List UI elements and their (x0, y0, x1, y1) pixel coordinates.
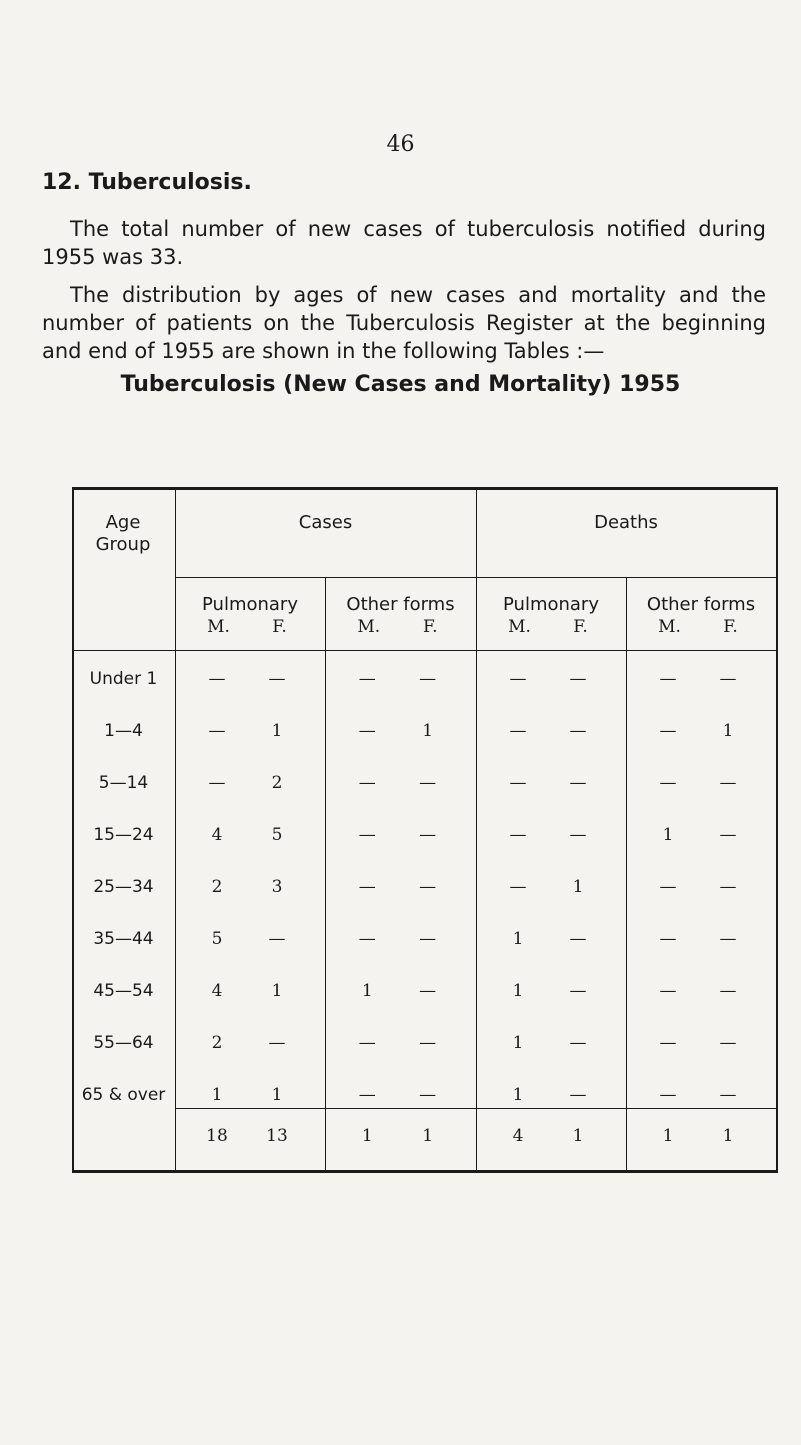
total-cell: 1 (361, 1126, 373, 1146)
table-top-border (72, 487, 776, 490)
table-cell: — (509, 721, 527, 741)
table-right-border (776, 487, 778, 1173)
total-cell: 1 (722, 1126, 734, 1146)
table-cell: 2 (211, 877, 223, 897)
row-label-age: 35—44 (93, 929, 154, 949)
sex-header-m-2: M. (508, 617, 531, 637)
table-cell: 1 (722, 721, 734, 741)
table-cell: — (509, 773, 527, 793)
table-cell: — (208, 669, 226, 689)
subgroup-header-2: Pulmonary (503, 594, 599, 615)
col-divider-middle (476, 487, 477, 1170)
table-cell: — (719, 825, 737, 845)
table-cell: 1 (211, 1085, 223, 1105)
table-cell: 5 (271, 825, 283, 845)
total-cell: 13 (266, 1126, 288, 1146)
table-cell: — (569, 929, 587, 949)
paragraph-new-cases: The total number of new cases of tuberculosis notified during 1955 was 33. (42, 217, 766, 269)
totals-divider (175, 1108, 776, 1109)
table-cell: 4 (211, 825, 223, 845)
section-heading: 12. Tuberculosis. (42, 170, 252, 195)
table-cell: 1 (422, 721, 434, 741)
total-cell: 4 (512, 1126, 524, 1146)
table-cell: 1 (271, 981, 283, 1001)
table-cell: — (358, 877, 376, 897)
table-cell: — (268, 669, 286, 689)
table-cell: — (419, 773, 437, 793)
sex-header-m-3: M. (658, 617, 681, 637)
table-cell: — (719, 877, 737, 897)
table-cell: — (208, 721, 226, 741)
table-cell: — (659, 669, 677, 689)
table-cell: 1 (512, 981, 524, 1001)
table-cell: 5 (211, 929, 223, 949)
row-label-age: 5—14 (98, 773, 149, 793)
table-cell: — (268, 929, 286, 949)
deaths-header: Deaths (594, 512, 658, 533)
col-divider-age (175, 487, 176, 1170)
table-cell: 1 (572, 877, 584, 897)
table-cell: — (659, 1085, 677, 1105)
sex-header-f-0: F. (272, 617, 287, 637)
sex-header-f-2: F. (573, 617, 588, 637)
table-cell: — (419, 929, 437, 949)
table-cell: — (569, 1085, 587, 1105)
table-cell: 1 (271, 721, 283, 741)
table-cell: — (569, 1033, 587, 1053)
table-cell: — (509, 825, 527, 845)
table-cell: — (358, 1033, 376, 1053)
table-cell: — (509, 669, 527, 689)
table-cell: — (659, 877, 677, 897)
page-number: 46 (386, 132, 415, 157)
table-cell: — (569, 721, 587, 741)
row-label-age: 25—34 (93, 877, 154, 897)
table-cell: 1 (361, 981, 373, 1001)
table-cell: — (358, 825, 376, 845)
table-cell: — (419, 877, 437, 897)
total-cell: 1 (422, 1126, 434, 1146)
header-divider-bottom (72, 650, 776, 651)
table-cell: 1 (271, 1085, 283, 1105)
subgroup-header-3: Other forms (646, 594, 756, 615)
table-cell: 2 (211, 1033, 223, 1053)
table-cell: — (659, 929, 677, 949)
cases-header: Cases (298, 512, 353, 533)
table-cell: 2 (271, 773, 283, 793)
table-cell: — (358, 929, 376, 949)
table-cell: 4 (211, 981, 223, 1001)
subgroup-header-0: Pulmonary (202, 594, 298, 615)
table-bottom-border (72, 1170, 776, 1173)
row-label-age: 1—4 (104, 721, 143, 741)
table-cell: — (659, 1033, 677, 1053)
col-divider-deaths (626, 577, 627, 1170)
table-cell: — (719, 929, 737, 949)
sex-header-f-1: F. (422, 617, 438, 637)
row-label-age: 15—24 (93, 825, 154, 845)
table-cell: — (569, 773, 587, 793)
row-label-age: 45—54 (93, 981, 154, 1001)
age-group-header: Age Group (95, 512, 151, 555)
header-divider-sub (175, 577, 776, 578)
col-divider-cases (325, 577, 326, 1170)
table-cell: — (569, 669, 587, 689)
paragraph-distribution: The distribution by ages of new cases and mortality and the number of patients on the Tuberculosis Register at the beginning and end of 1955 are shown in the following Tables :— (42, 283, 766, 363)
table-cell: — (358, 721, 376, 741)
subgroup-header-1: Other forms (346, 594, 455, 615)
table-cell: — (358, 669, 376, 689)
table-cell: — (419, 1033, 437, 1053)
table-cell: — (268, 1033, 286, 1053)
table-cell: 1 (512, 1085, 524, 1105)
row-label-age: 65 & over (81, 1085, 166, 1105)
table-cell: — (659, 981, 677, 1001)
table-cell: — (569, 825, 587, 845)
sex-header-f-3: F. (723, 617, 738, 637)
table-cell: — (419, 1085, 437, 1105)
table-cell: — (719, 1085, 737, 1105)
table-cell: — (358, 1085, 376, 1105)
table-cell: — (419, 669, 437, 689)
total-cell: 1 (572, 1126, 584, 1146)
table-cell: — (569, 981, 587, 1001)
table-cell: 3 (271, 877, 283, 897)
table-cell: — (719, 981, 737, 1001)
table-cell: — (719, 1033, 737, 1053)
table-cell: — (419, 825, 437, 845)
table-cell: — (719, 669, 737, 689)
table-cell: — (509, 877, 527, 897)
table-cell: — (659, 773, 677, 793)
table-cell: — (719, 773, 737, 793)
table-cell: — (208, 773, 226, 793)
row-label-age: 55—64 (93, 1033, 154, 1053)
table-cell: 1 (512, 929, 524, 949)
table-cell: 1 (662, 825, 674, 845)
sex-header-m-1: M. (357, 617, 381, 637)
row-label-age: Under 1 (89, 669, 158, 689)
table-cell: — (659, 721, 677, 741)
total-cell: 1 (662, 1126, 674, 1146)
table-cell: — (358, 773, 376, 793)
table-cell: — (419, 981, 437, 1001)
sex-header-m-0: M. (207, 617, 230, 637)
table-title: Tuberculosis (New Cases and Mortality) 1955 (120, 372, 681, 397)
total-cell: 18 (206, 1126, 228, 1146)
table-cell: 1 (512, 1033, 524, 1053)
